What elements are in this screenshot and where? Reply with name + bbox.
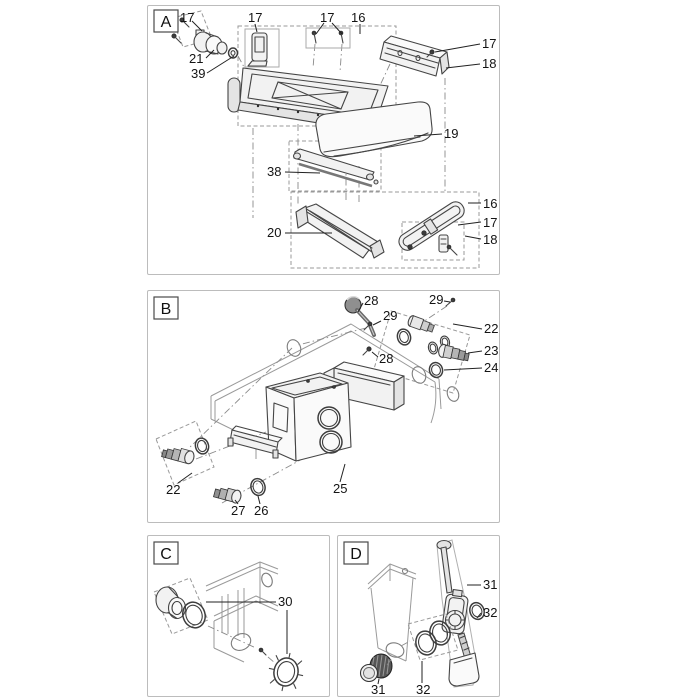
- panel-letter-box: [154, 297, 178, 319]
- panel-c: [147, 535, 330, 697]
- part-callout: 31: [371, 682, 386, 696]
- o-ring-24: [428, 361, 444, 379]
- panel-letter: D: [350, 546, 362, 563]
- part-callout: 38: [267, 164, 282, 179]
- alignment-axes: [208, 626, 275, 663]
- panel-letter: B: [160, 301, 172, 318]
- bracket-18: [380, 36, 449, 76]
- panel-a: [147, 5, 500, 275]
- handle-bracket-16: [396, 199, 467, 255]
- part-callout: 23: [484, 343, 499, 358]
- part-callout: 17: [180, 10, 195, 25]
- panel-letter-box: [154, 542, 178, 564]
- hose-tail-23: [437, 344, 470, 363]
- part-callout: 29: [429, 292, 444, 307]
- part-callout: 24: [484, 360, 499, 375]
- o-ring-pair-32: [413, 619, 453, 657]
- panel-b: [147, 290, 500, 523]
- ring-nut-30: [265, 650, 306, 694]
- panel-letter-box: [344, 542, 368, 564]
- part-callout: 18: [483, 232, 498, 247]
- panel-c-drawing: [148, 536, 329, 696]
- part-callout: 28: [364, 293, 379, 308]
- part-callout: 39: [191, 66, 206, 81]
- pump-chamber-body-25: [228, 362, 404, 461]
- tank-corner: [368, 564, 416, 661]
- part-callout: 22: [166, 482, 181, 497]
- part-callout: 18: [482, 56, 497, 71]
- part-callout: 32: [416, 682, 431, 696]
- part-callout: 27: [231, 503, 246, 518]
- part-callout: 17: [320, 10, 335, 25]
- part-callout: 29: [383, 308, 398, 323]
- part-callout: 17: [482, 36, 497, 51]
- panel-letter-box: [154, 10, 178, 32]
- part-callout: 22: [484, 321, 499, 336]
- panel-a-drawing: [148, 6, 499, 274]
- part-callout: 16: [351, 10, 366, 25]
- part-callout: 21: [189, 51, 204, 66]
- rail-20: [296, 204, 384, 258]
- panel-b-drawing: [148, 291, 499, 522]
- part-callout: 31: [483, 577, 498, 592]
- screw-icon: [259, 648, 266, 655]
- part-callout: 26: [254, 503, 269, 518]
- part-callout: 16: [483, 196, 498, 211]
- panel-letter: A: [160, 14, 172, 31]
- part-callout: 17: [483, 215, 498, 230]
- fitting-30: [156, 587, 186, 619]
- drain-plug-31: [361, 654, 393, 682]
- hose-adapter-group-22-left: [162, 437, 211, 465]
- part-callout: 25: [333, 481, 348, 496]
- part-callout: 20: [267, 225, 282, 240]
- panel-letter: C: [160, 546, 172, 563]
- part-callout: 30: [278, 594, 293, 609]
- hose-tail-27: [213, 485, 242, 504]
- part-callout: 28: [379, 351, 394, 366]
- part-callout: 17: [248, 10, 263, 25]
- latch-bracket: [248, 33, 267, 66]
- part-callout: 19: [444, 126, 459, 141]
- tank-corner: [206, 562, 278, 662]
- panel-d-drawing: [338, 536, 499, 696]
- part-callout: 32: [483, 605, 498, 620]
- panel-d: [337, 535, 500, 697]
